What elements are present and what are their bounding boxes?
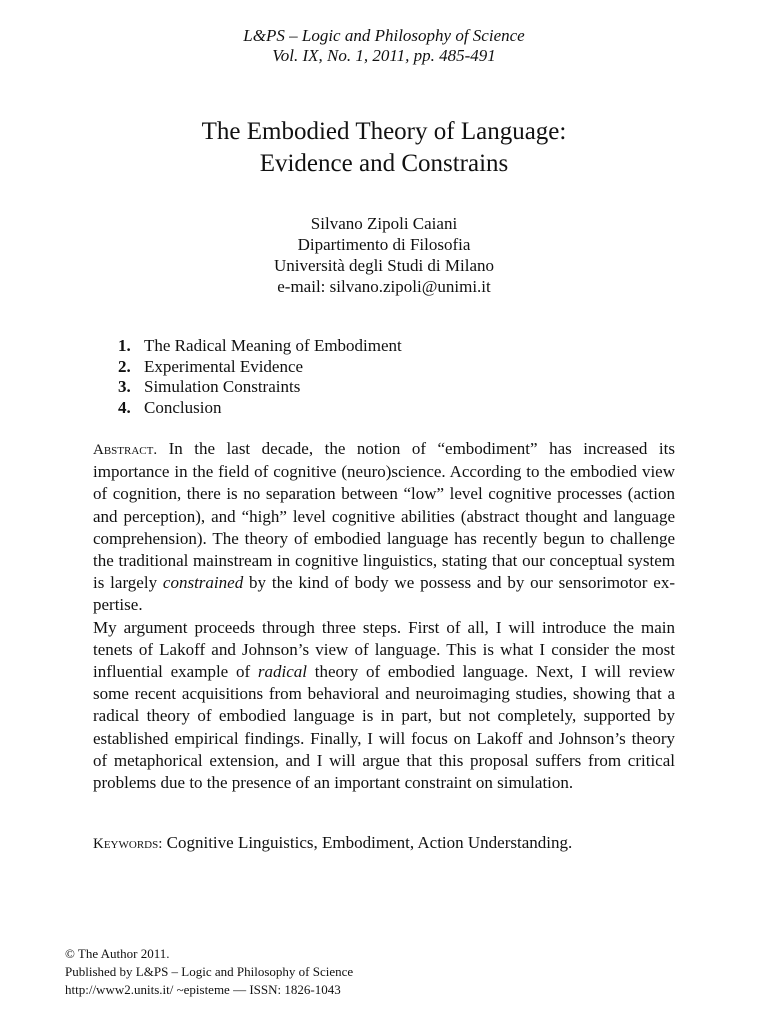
- abstract-text: In the last decade, the notion of “embodiment” has increased its importance in the field of cognitive (neuro)science. According to the embodied view of cognition, there is no separation between “low” level cognitive processes (action and perception), and “high” level cognitive abilities (abstract thought and language comprehension). The theory of embodied language has recently begun to challenge the traditional mainstream in cognitive linguistics, stating that our conceptual system is largely: [93, 439, 675, 593]
- abstract-emphasis: constrained: [162, 573, 244, 593]
- toc-item-label: Simulation Constraints: [144, 377, 301, 396]
- keywords-label: Keywords:: [93, 836, 163, 852]
- author-department: Dipartimento di Filosofia: [297, 235, 471, 254]
- paper-title: [0, 116, 768, 180]
- abstract-text: by the kind of body we possess and by our sensorimotor expertise.: [93, 573, 675, 615]
- footer-publisher: Published by L&PS – Logic and Philosophy of Science: [65, 964, 354, 979]
- abstract-paragraph-2: [93, 617, 675, 795]
- abstract: [93, 438, 675, 794]
- journal-name: L&PS – Logic and Philosophy of Science: [243, 26, 525, 45]
- author-university: Università degli Studi di Milano: [273, 256, 495, 275]
- footer-copyright: © The Author 2011.: [65, 946, 170, 961]
- toc-item-number: 1.: [118, 336, 131, 355]
- author-email: e-mail: silvano.zipoli@unimi.it: [277, 277, 491, 296]
- abstract-paragraph-1: [93, 438, 675, 617]
- abstract-label: Abstract.: [93, 442, 158, 458]
- toc-item-label: Experimental Evidence: [144, 356, 304, 376]
- title-line-1: The Embodied Theory of Language:: [201, 118, 567, 145]
- toc-item-number: 4.: [118, 397, 131, 417]
- author-name: Silvano Zipoli Caiani: [310, 214, 458, 233]
- toc-item: [118, 336, 402, 357]
- toc-item-number: 2.: [118, 356, 131, 376]
- abstract-text: theory of embodied language. Next, I will review some recent acquisitions from behavioral and neuroimaging studies, showing that a radical theory of embodied language is in part, but not completely, supported by established empirical findings. Finally, I will focus on Lakoff and Johnson’s theory of metaphorical extension, and I will argue that this proposal suffers from critical problems due to the presence of an important constraint on simulation.: [93, 662, 675, 793]
- author-block: [0, 213, 768, 297]
- title-line-2: Evidence and Constrains: [259, 150, 509, 177]
- keywords-text: Cognitive Linguistics, Embodiment, Action Understanding.: [162, 833, 573, 852]
- abstract-emphasis: radical: [257, 662, 308, 682]
- keywords: [93, 832, 675, 855]
- journal-volume: Vol. IX, No. 1, 2011, pp. 485-491: [272, 46, 496, 65]
- toc-item: [118, 377, 402, 398]
- abstract-text: My argument proceeds through three steps. First of all, I will introduce the main tenets of Lakoff and Johnson’s view of language. This is what I consider the most influential example of: [93, 617, 675, 682]
- toc-item-number: 3.: [118, 377, 131, 396]
- toc-item-label: The Radical Meaning of Embodiment: [144, 336, 402, 355]
- journal-header: [0, 26, 768, 66]
- toc-item: [118, 357, 402, 378]
- footer: [65, 945, 353, 999]
- table-of-contents: [118, 336, 402, 418]
- toc-item-label: Conclusion: [144, 397, 222, 417]
- footer-url: http://www2.units.it/ ~episteme — ISSN: 1826-1043: [65, 982, 341, 997]
- toc-item: [118, 398, 402, 419]
